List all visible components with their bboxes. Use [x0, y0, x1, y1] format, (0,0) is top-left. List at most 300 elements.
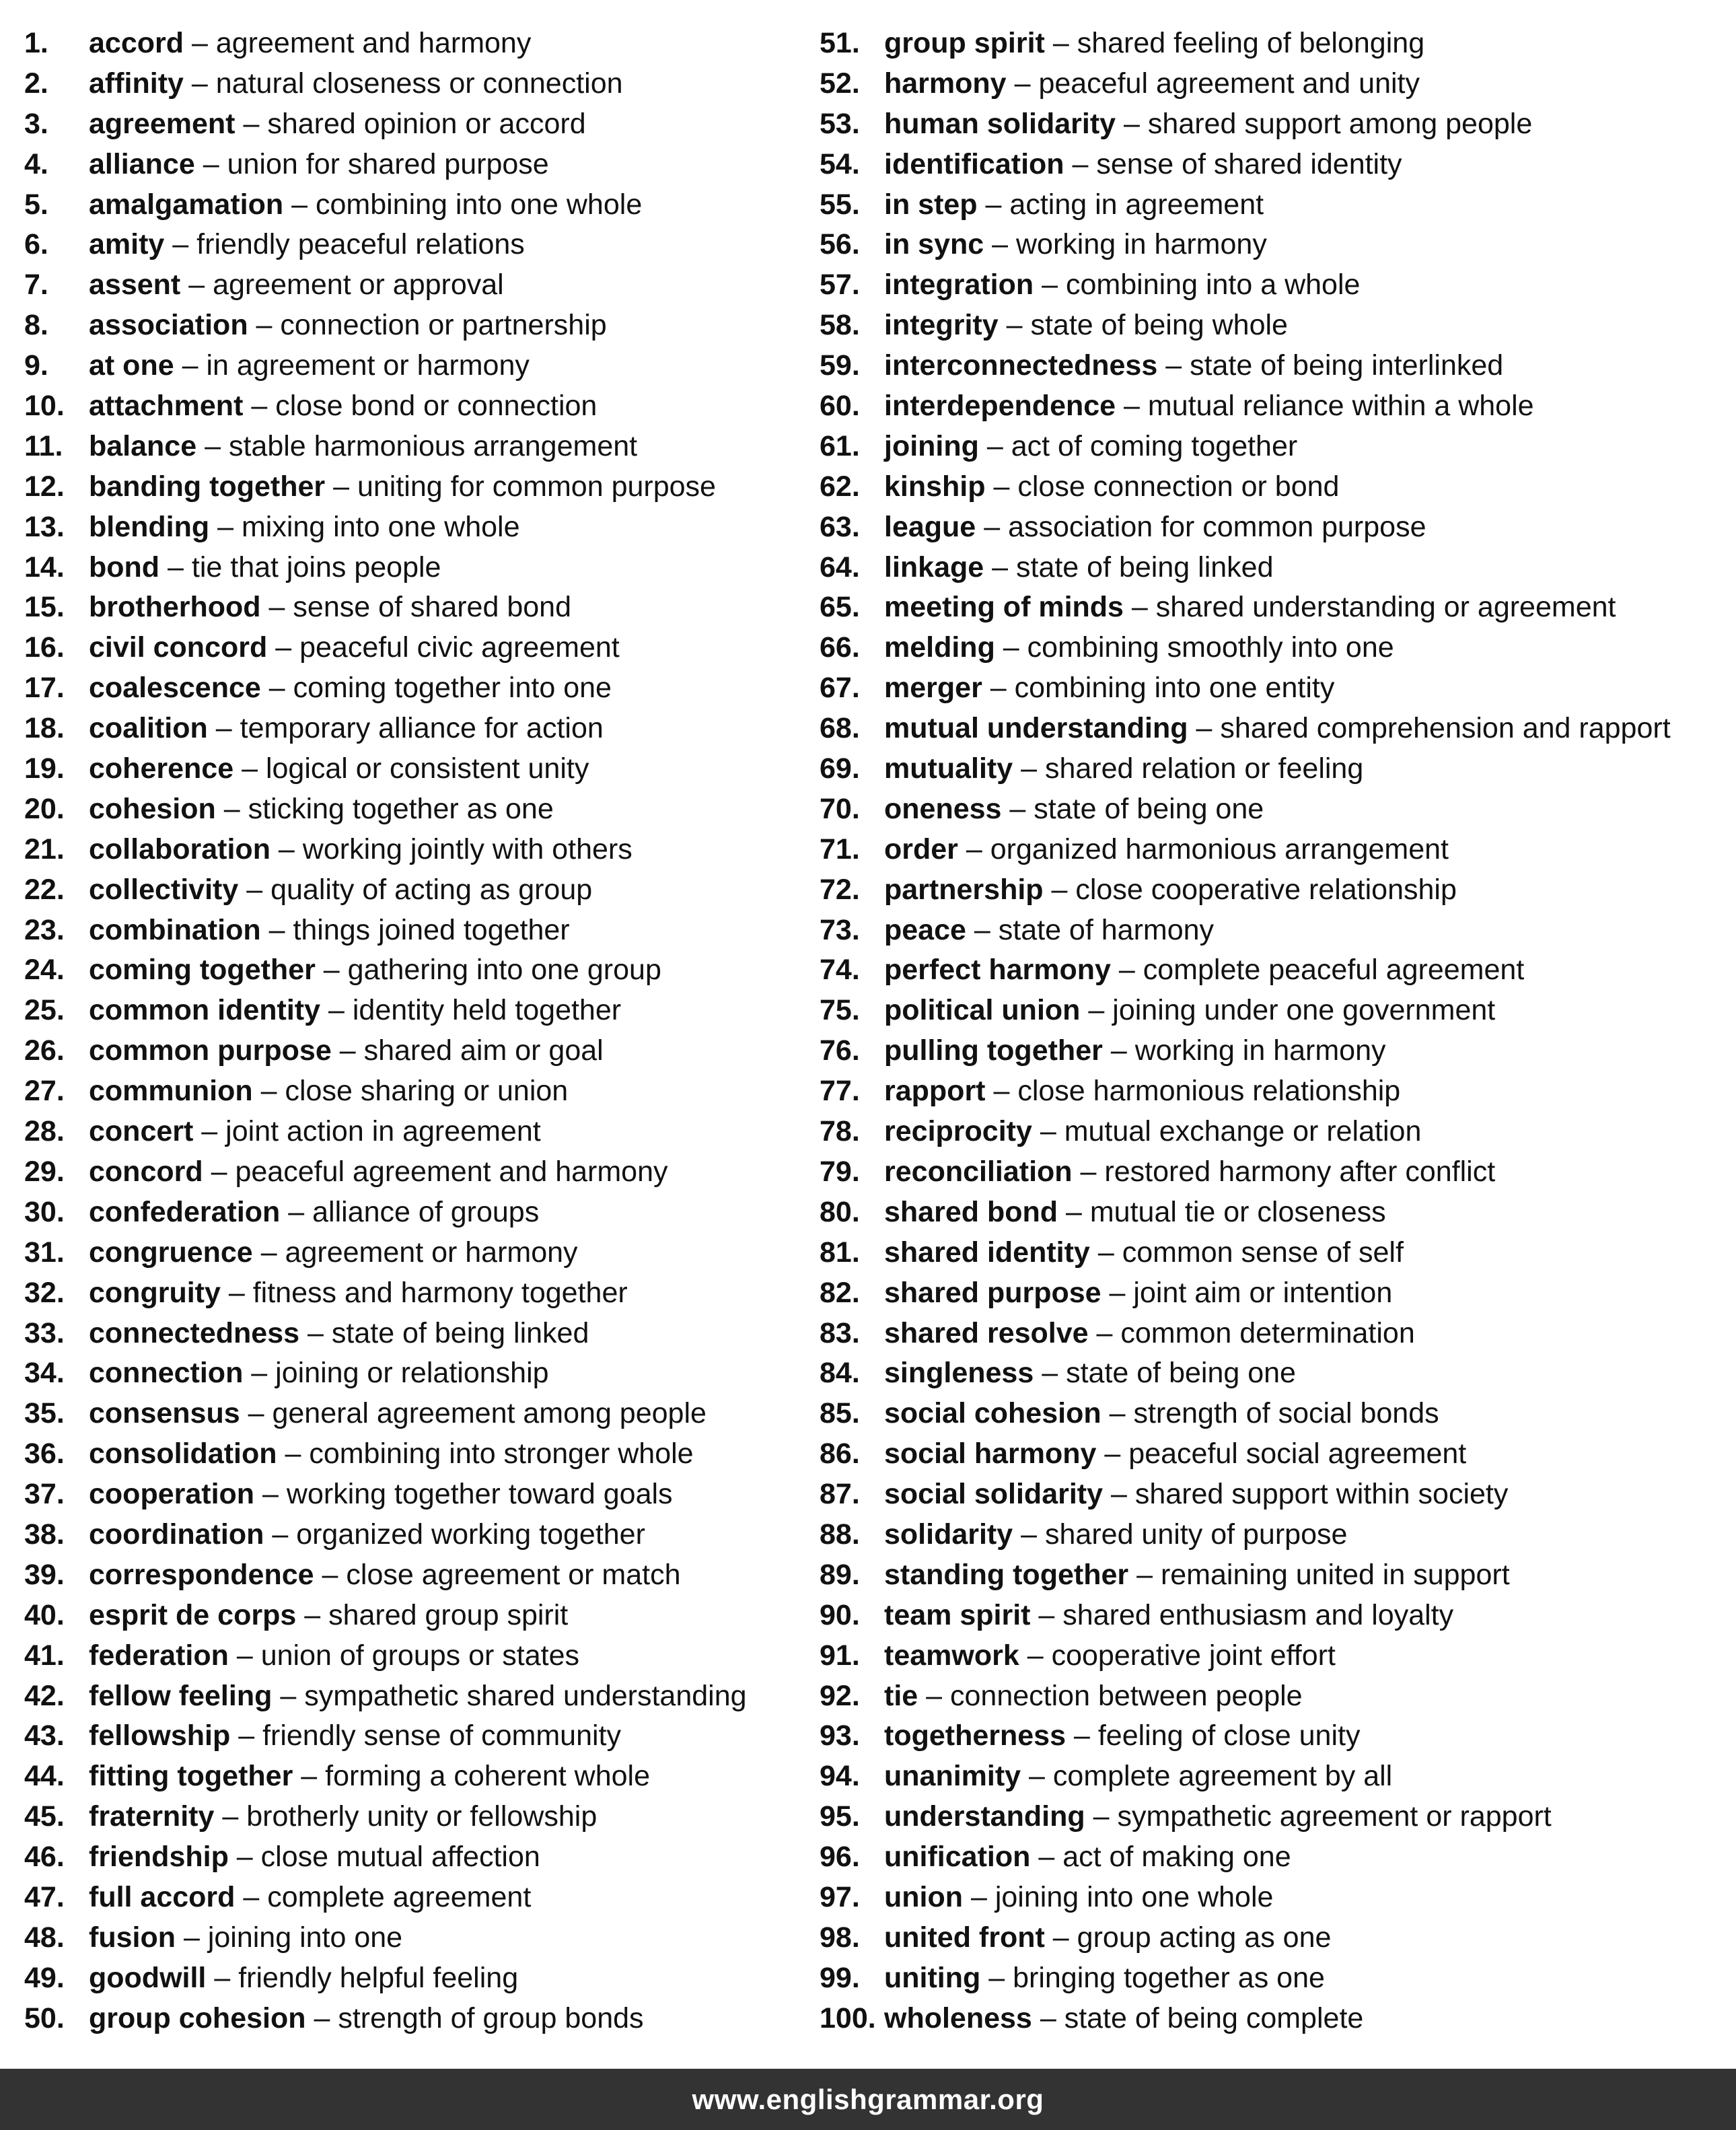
entry-word: balance	[89, 429, 197, 462]
entry-definition: working together toward goals	[286, 1478, 673, 1511]
entry-definition: act of making one	[1062, 1841, 1291, 1874]
entry-word: reciprocity	[884, 1115, 1032, 1148]
entry-number: 39.	[24, 1558, 65, 1591]
entry-definition: agreement or harmony	[285, 1236, 578, 1269]
entry-definition: acting in agreement	[1009, 188, 1264, 221]
entry-word: esprit de corps	[89, 1598, 297, 1631]
entry-separator: –	[308, 1316, 324, 1349]
entry-definition: restored harmony after conflict	[1104, 1155, 1496, 1188]
entry-definition: shared enthusiasm and loyalty	[1062, 1598, 1454, 1631]
list-item	[820, 1756, 1728, 1797]
entry-separator: –	[288, 1195, 305, 1228]
entry-separator: –	[268, 591, 285, 624]
entry-word: shared resolve	[884, 1316, 1089, 1349]
list-item	[820, 1434, 1728, 1475]
list-item	[24, 1676, 811, 1717]
entry-definition: friendly peaceful relations	[196, 228, 525, 261]
entry-definition: common sense of self	[1122, 1236, 1404, 1269]
entry-number: 55.	[820, 188, 860, 221]
entry-separator: –	[1040, 2001, 1056, 2034]
list-item	[820, 548, 1728, 588]
list-item	[24, 709, 811, 749]
entry-word: consensus	[89, 1397, 240, 1430]
word-list-column-right	[820, 24, 1728, 2039]
entry-definition: joining or relationship	[275, 1357, 549, 1390]
entry-separator: –	[301, 1760, 318, 1793]
entry-separator: –	[328, 994, 345, 1027]
entry-separator: –	[1021, 1518, 1038, 1551]
entry-word: interdependence	[884, 390, 1116, 423]
list-item	[820, 911, 1728, 951]
entry-number: 20.	[24, 792, 65, 825]
entry-word: singleness	[884, 1357, 1034, 1390]
list-item	[820, 1353, 1728, 1394]
entry-separator: –	[993, 470, 1010, 503]
list-item	[24, 830, 811, 870]
entry-definition: sticking together as one	[248, 792, 554, 825]
list-item	[24, 1475, 811, 1515]
list-item	[24, 306, 811, 346]
entry-number: 17.	[24, 672, 65, 705]
entry-definition: joint aim or intention	[1133, 1276, 1393, 1309]
entry-definition: connection between people	[950, 1679, 1303, 1712]
entry-word: meeting of minds	[884, 591, 1124, 624]
entry-word: friendship	[89, 1841, 229, 1874]
entry-word: coordination	[89, 1518, 264, 1551]
entry-separator: –	[203, 147, 219, 180]
list-item	[24, 104, 811, 145]
entry-number: 32.	[24, 1276, 65, 1309]
entry-number: 61.	[820, 429, 860, 462]
entry-number: 64.	[820, 551, 860, 583]
list-item	[24, 346, 811, 386]
entry-definition: shared relation or feeling	[1044, 752, 1364, 785]
entry-separator: –	[228, 1276, 245, 1309]
entry-number: 57.	[820, 269, 860, 301]
entry-word: connection	[89, 1357, 244, 1390]
entry-word: rapport	[884, 1075, 986, 1108]
entry-word: coherence	[89, 752, 234, 785]
entry-word: union	[884, 1880, 964, 1913]
list-item	[820, 386, 1728, 427]
footer-bar	[0, 2069, 1736, 2130]
entry-separator: –	[272, 1518, 289, 1551]
entry-definition: joining under one government	[1112, 994, 1496, 1027]
entry-number: 92.	[820, 1679, 860, 1712]
entry-number: 47.	[24, 1880, 65, 1913]
entry-number: 93.	[820, 1719, 860, 1752]
entry-word: agreement	[89, 107, 236, 140]
list-item	[24, 507, 811, 548]
entry-number: 49.	[24, 1961, 65, 1994]
entry-number: 2.	[24, 67, 48, 100]
entry-definition: act of coming together	[1011, 429, 1298, 462]
entry-number: 69.	[820, 752, 860, 785]
entry-separator: –	[205, 429, 221, 462]
entry-number: 4.	[24, 147, 48, 180]
entry-word: solidarity	[884, 1518, 1013, 1551]
entry-word: bond	[89, 551, 160, 583]
list-item	[24, 749, 811, 789]
entry-definition: complete peaceful agreement	[1143, 954, 1525, 987]
entry-separator: –	[285, 1437, 301, 1470]
entry-definition: state of being one	[1034, 792, 1264, 825]
list-item	[24, 1555, 811, 1596]
entry-word: order	[884, 832, 958, 865]
entry-word: civil concord	[89, 631, 268, 664]
entry-number: 52.	[820, 67, 860, 100]
entry-definition: combining into a whole	[1066, 269, 1361, 301]
list-item	[24, 225, 811, 265]
entry-number: 23.	[24, 913, 65, 946]
entry-word: in step	[884, 188, 978, 221]
list-item	[820, 1071, 1728, 1112]
entry-word: teamwork	[884, 1639, 1019, 1672]
list-item	[24, 1797, 811, 1837]
list-item	[24, 1434, 811, 1475]
entry-definition: close cooperative relationship	[1075, 873, 1457, 906]
list-item	[24, 185, 811, 225]
entry-definition: logical or consistent unity	[265, 752, 589, 785]
entry-word: common purpose	[89, 1034, 332, 1067]
list-item	[820, 427, 1728, 467]
entry-number: 51.	[820, 27, 860, 59]
entry-word: fraternity	[89, 1800, 215, 1833]
entry-separator: –	[1014, 67, 1031, 100]
entry-definition: joining into one	[207, 1921, 403, 1954]
entry-separator: –	[984, 510, 1001, 543]
entry-definition: mutual exchange or relation	[1064, 1115, 1422, 1148]
entry-definition: identity held together	[352, 994, 622, 1027]
list-item	[820, 1918, 1728, 1958]
entry-number: 37.	[24, 1478, 65, 1511]
list-item	[820, 1273, 1728, 1314]
list-item	[24, 588, 811, 628]
entry-definition: in agreement or harmony	[206, 349, 530, 382]
entry-number: 95.	[820, 1800, 860, 1833]
entry-number: 43.	[24, 1719, 65, 1752]
entry-definition: natural closeness or connection	[215, 67, 623, 100]
entry-separator: –	[926, 1679, 943, 1712]
entry-definition: cooperative joint effort	[1051, 1639, 1336, 1672]
list-item	[24, 386, 811, 427]
list-item	[820, 1031, 1728, 1071]
entry-word: linkage	[884, 551, 984, 583]
entry-number: 36.	[24, 1437, 65, 1470]
entry-separator: –	[1124, 390, 1140, 423]
entry-number: 42.	[24, 1679, 65, 1712]
list-item	[820, 709, 1728, 749]
entry-definition: combining into one whole	[315, 188, 643, 221]
entry-definition: joining into one whole	[994, 1880, 1274, 1913]
entry-word: coalition	[89, 712, 208, 745]
entry-separator: –	[1097, 1236, 1114, 1269]
entry-separator: –	[236, 1639, 253, 1672]
entry-definition: quality of acting as group	[270, 873, 593, 906]
list-item	[24, 1112, 811, 1152]
list-item	[820, 1475, 1728, 1515]
entry-word: togetherness	[884, 1719, 1066, 1752]
entry-word: human solidarity	[884, 107, 1116, 140]
list-item	[24, 467, 811, 507]
entry-separator: –	[1040, 1115, 1056, 1148]
entry-separator: –	[191, 67, 208, 100]
entry-separator: –	[223, 792, 240, 825]
entry-definition: shared support within society	[1134, 1478, 1509, 1511]
entry-number: 35.	[24, 1397, 65, 1430]
entry-definition: agreement and harmony	[215, 27, 532, 59]
footer-url[interactable]: www.englishgrammar.org	[692, 2083, 1044, 2115]
list-item	[24, 1071, 811, 1112]
entry-number: 67.	[820, 672, 860, 705]
entry-definition: organized harmonious arrangement	[990, 832, 1449, 865]
list-item	[24, 870, 811, 911]
entry-number: 100.	[820, 2001, 876, 2034]
entry-definition: coming together into one	[293, 672, 612, 705]
entry-separator: –	[236, 1841, 253, 1874]
entry-number: 5.	[24, 188, 48, 221]
entry-definition: fitness and harmony together	[252, 1276, 628, 1309]
entry-word: peace	[884, 913, 966, 946]
list-item	[24, 427, 811, 467]
entry-definition: gathering into one group	[347, 954, 661, 987]
entry-number: 66.	[820, 631, 860, 664]
entry-word: banding together	[89, 470, 326, 503]
entry-definition: friendly helpful feeling	[238, 1961, 519, 1994]
list-item	[24, 1233, 811, 1273]
entry-word: integrity	[884, 309, 999, 342]
entry-definition: mixing into one whole	[241, 510, 520, 543]
entry-word: full accord	[89, 1880, 236, 1913]
entry-number: 24.	[24, 954, 65, 987]
entry-number: 72.	[820, 873, 860, 906]
entry-separator: –	[1196, 712, 1213, 745]
entry-word: wholeness	[884, 2001, 1032, 2034]
list-item	[820, 346, 1728, 386]
entry-number: 45.	[24, 1800, 65, 1833]
entry-number: 96.	[820, 1841, 860, 1874]
entry-number: 84.	[820, 1357, 860, 1390]
entry-separator: –	[322, 1558, 338, 1591]
entry-definition: things joined together	[293, 913, 570, 946]
entry-number: 26.	[24, 1034, 65, 1067]
entry-separator: –	[260, 1075, 277, 1108]
list-item	[24, 64, 811, 104]
entry-number: 97.	[820, 1880, 860, 1913]
list-item	[820, 1515, 1728, 1555]
entry-word: interconnectedness	[884, 349, 1158, 382]
entry-number: 41.	[24, 1639, 65, 1672]
entry-word: identification	[884, 147, 1064, 180]
list-item	[820, 789, 1728, 830]
entry-definition: joint action in agreement	[225, 1115, 541, 1148]
list-item	[24, 1878, 811, 1918]
entry-definition: temporary alliance for action	[240, 712, 604, 745]
entry-separator: –	[1065, 1195, 1082, 1228]
list-item	[24, 1999, 811, 2039]
entry-definition: forming a coherent whole	[325, 1760, 650, 1793]
entry-word: confederation	[89, 1195, 281, 1228]
entry-number: 87.	[820, 1478, 860, 1511]
entry-word: cooperation	[89, 1478, 255, 1511]
entry-separator: –	[246, 873, 263, 906]
list-item	[820, 1394, 1728, 1434]
entry-word: combination	[89, 913, 261, 946]
entry-separator: –	[268, 672, 285, 705]
entry-number: 33.	[24, 1316, 65, 1349]
entry-number: 71.	[820, 832, 860, 865]
entry-number: 62.	[820, 470, 860, 503]
list-item	[24, 1636, 811, 1676]
entry-definition: working in harmony	[1016, 228, 1267, 261]
entry-separator: –	[1052, 1921, 1069, 1954]
entry-separator: –	[1124, 107, 1140, 140]
entry-number: 58.	[820, 309, 860, 342]
entry-number: 11.	[24, 429, 63, 462]
entry-separator: –	[993, 1075, 1010, 1108]
entry-definition: working jointly with others	[302, 832, 632, 865]
entry-number: 3.	[24, 107, 48, 140]
entry-word: standing together	[884, 1558, 1129, 1591]
list-item	[820, 668, 1728, 709]
entry-separator: –	[323, 954, 340, 987]
entry-number: 80.	[820, 1195, 860, 1228]
entry-definition: shared opinion or accord	[267, 107, 586, 140]
entry-separator: –	[339, 1034, 356, 1067]
entry-separator: –	[1136, 1558, 1153, 1591]
entry-number: 89.	[820, 1558, 860, 1591]
entry-separator: –	[242, 752, 258, 785]
entry-word: correspondence	[89, 1558, 314, 1591]
entry-word: cohesion	[89, 792, 216, 825]
entry-definition: close sharing or union	[285, 1075, 569, 1108]
entry-definition: remaining united in support	[1160, 1558, 1510, 1591]
entry-definition: union of groups or states	[260, 1639, 579, 1672]
entry-word: kinship	[884, 470, 986, 503]
list-item	[24, 1353, 811, 1394]
entry-number: 75.	[820, 994, 860, 1027]
list-item	[24, 1716, 811, 1756]
entry-word: melding	[884, 631, 995, 664]
entry-separator: –	[1072, 147, 1089, 180]
list-item	[24, 1515, 811, 1555]
entry-number: 13.	[24, 510, 65, 543]
list-item	[820, 1193, 1728, 1233]
entry-definition: general agreement among people	[272, 1397, 707, 1430]
entry-word: amity	[89, 228, 165, 261]
list-item	[820, 1152, 1728, 1193]
entry-number: 48.	[24, 1921, 65, 1954]
entry-number: 16.	[24, 631, 65, 664]
entry-number: 63.	[820, 510, 860, 543]
entry-word: tie	[884, 1679, 918, 1712]
list-item	[820, 1636, 1728, 1676]
entry-separator: –	[1073, 1719, 1090, 1752]
entry-separator: –	[1104, 1437, 1121, 1470]
entry-definition: sense of shared identity	[1096, 147, 1402, 180]
entry-separator: –	[966, 832, 982, 865]
entry-separator: –	[251, 390, 268, 423]
entry-word: unanimity	[884, 1760, 1021, 1793]
entry-separator: –	[260, 1236, 277, 1269]
list-item	[820, 64, 1728, 104]
entry-word: perfect harmony	[884, 954, 1111, 987]
entry-definition: state of being linked	[331, 1316, 589, 1349]
list-item	[24, 789, 811, 830]
entry-separator: –	[1131, 591, 1148, 624]
entry-definition: organized working together	[296, 1518, 645, 1551]
entry-number: 85.	[820, 1397, 860, 1430]
entry-definition: close harmonious relationship	[1017, 1075, 1401, 1108]
entry-word: goodwill	[89, 1961, 207, 1994]
entry-number: 53.	[820, 107, 860, 140]
entry-separator: –	[243, 1880, 260, 1913]
entry-word: social harmony	[884, 1437, 1097, 1470]
entry-separator: –	[1110, 1478, 1127, 1511]
entry-separator: –	[188, 269, 205, 301]
entry-definition: shared feeling of belonging	[1077, 27, 1425, 59]
list-item	[24, 548, 811, 588]
entry-separator: –	[1165, 349, 1182, 382]
entry-number: 99.	[820, 1961, 860, 1994]
entry-definition: friendly sense of community	[262, 1719, 622, 1752]
list-item	[24, 1394, 811, 1434]
entry-separator: –	[214, 1961, 231, 1994]
entry-number: 86.	[820, 1437, 860, 1470]
entry-definition: stable harmonious arrangement	[228, 429, 638, 462]
list-item	[24, 1918, 811, 1958]
entry-definition: close bond or connection	[275, 390, 598, 423]
entry-separator: –	[1051, 873, 1068, 906]
list-item	[820, 1716, 1728, 1756]
entry-separator: –	[990, 672, 1007, 705]
entry-number: 81.	[820, 1236, 860, 1269]
entry-separator: –	[1029, 1760, 1045, 1793]
entry-number: 59.	[820, 349, 860, 382]
list-item	[820, 1596, 1728, 1636]
entry-definition: shared understanding or agreement	[1155, 591, 1616, 624]
entry-definition: complete agreement	[267, 1880, 532, 1913]
entry-separator: –	[974, 913, 990, 946]
entry-definition: sense of shared bond	[293, 591, 571, 624]
entry-definition: brotherly unity or fellowship	[246, 1800, 598, 1833]
list-item	[24, 628, 811, 668]
entry-definition: state of harmony	[998, 913, 1215, 946]
list-item	[24, 1958, 811, 1999]
entry-word: brotherhood	[89, 591, 261, 624]
entry-definition: close agreement or match	[346, 1558, 681, 1591]
list-item	[820, 628, 1728, 668]
list-item	[820, 507, 1728, 548]
entry-number: 18.	[24, 712, 65, 745]
entry-word: affinity	[89, 67, 184, 100]
entry-number: 15.	[24, 591, 65, 624]
entry-separator: –	[251, 1357, 268, 1390]
entry-definition: peaceful civic agreement	[299, 631, 620, 664]
entry-separator: –	[1038, 1841, 1055, 1874]
entry-number: 31.	[24, 1236, 65, 1269]
entry-separator: –	[168, 551, 184, 583]
entry-number: 76.	[820, 1034, 860, 1067]
list-item	[820, 1958, 1728, 1999]
entry-definition: state of being one	[1066, 1357, 1296, 1390]
entry-separator: –	[256, 309, 273, 342]
entry-number: 28.	[24, 1115, 65, 1148]
entry-number: 74.	[820, 954, 860, 987]
list-item	[820, 1112, 1728, 1152]
list-item	[820, 1314, 1728, 1354]
entry-definition: uniting for common purpose	[357, 470, 716, 503]
